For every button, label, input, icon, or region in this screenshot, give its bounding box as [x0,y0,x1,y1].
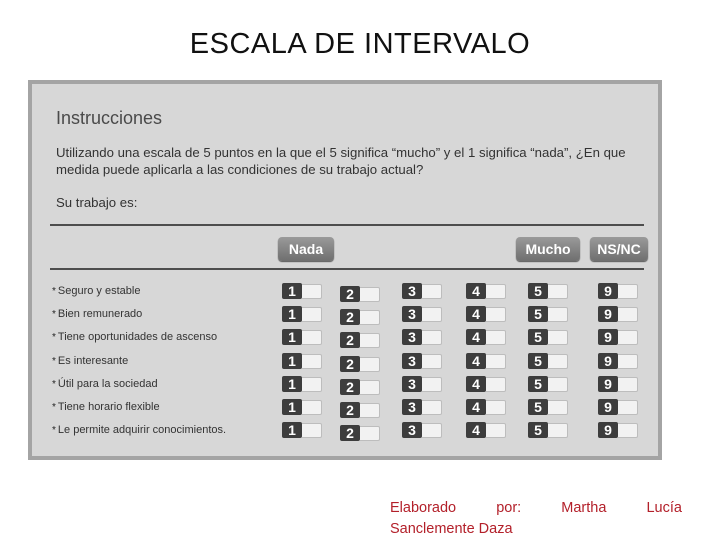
rating-option-2[interactable] [340,332,382,348]
scale-low-label: Nada [278,237,334,261]
rating-option-3[interactable] [402,306,444,322]
credit-word: Martha [561,500,607,516]
option-number: 5 [528,353,548,369]
answer-box[interactable] [302,307,322,322]
option-number: 4 [466,329,486,345]
rating-option-3[interactable] [402,283,444,299]
rating-option-5[interactable] [528,329,570,345]
answer-box[interactable] [422,330,442,345]
answer-box[interactable] [360,403,380,418]
rating-option-4[interactable] [466,306,508,322]
option-number: 1 [282,399,302,415]
answer-box[interactable] [302,330,322,345]
answer-box[interactable] [302,377,322,392]
rating-option-9[interactable] [598,329,640,345]
option-number: 9 [598,329,618,345]
instructions-heading: Instrucciones [56,108,163,128]
rating-option-2[interactable] [340,286,382,302]
rating-option-3[interactable] [402,399,444,415]
item-text: Seguro y estable [57,285,141,297]
option-number: 2 [340,286,360,302]
bullet-icon: * [52,286,56,297]
bullet-icon: * [52,309,56,320]
answer-box[interactable] [302,423,322,438]
item-label [52,331,217,343]
rating-option-1[interactable] [282,422,324,438]
rating-option-2[interactable] [340,309,382,325]
option-number: 4 [466,283,486,299]
answer-box[interactable] [422,377,442,392]
option-number: 4 [466,399,486,415]
credit-word: por: [496,500,522,516]
option-number: 2 [340,425,360,441]
rating-option-5[interactable] [528,306,570,322]
answer-box[interactable] [486,330,506,345]
option-number: 2 [340,332,360,348]
option-number: 5 [528,283,548,299]
slide-title: ESCALA DE INTERVALO [189,28,531,60]
option-number: 5 [528,329,548,345]
rating-option-3[interactable] [402,422,444,438]
option-number: 9 [598,283,618,299]
item-label [52,308,142,320]
answer-box[interactable] [618,330,638,345]
option-number: 3 [402,376,422,392]
answer-box[interactable] [302,284,322,299]
rating-option-4[interactable] [466,376,508,392]
option-number: 2 [340,402,360,418]
option-number: 1 [282,376,302,392]
option-number: 3 [402,399,422,415]
option-number: 3 [402,353,422,369]
instructions-text: Utilizando una escala de 5 puntos en la que el 5 significa “mucho” y el 1 significa “nada”, ¿En que medida puede aplicarla a las condiciones de su trabajo actual? [56,145,626,177]
item-label [52,378,158,390]
bullet-icon: * [52,332,56,343]
answer-box[interactable] [548,400,568,415]
rating-option-5[interactable] [528,353,570,369]
credit-line-2: Sanclemente Daza [390,521,513,537]
credit-word: Elaborado [390,500,457,516]
rating-option-9[interactable] [598,376,640,392]
rating-option-9[interactable] [598,422,640,438]
answer-box[interactable] [548,423,568,438]
bottom-divider [50,268,644,270]
item-label [52,424,226,436]
credit-word: Lucía [646,500,682,516]
rating-option-1[interactable] [282,353,324,369]
item-text: Es interesante [57,355,129,367]
option-number: 4 [466,422,486,438]
item-text: Tiene oportunidades de ascenso [57,331,218,343]
rating-option-5[interactable] [528,399,570,415]
option-number: 9 [598,422,618,438]
option-number: 1 [282,353,302,369]
option-number: 1 [282,283,302,299]
option-number: 2 [340,356,360,372]
rating-option-5[interactable] [528,422,570,438]
answer-box[interactable] [422,284,442,299]
answer-box[interactable] [360,426,380,441]
rating-option-4[interactable] [466,422,508,438]
rating-option-9[interactable] [598,306,640,322]
item-text: Útil para la sociedad [57,378,158,390]
top-divider [50,224,644,226]
answer-box[interactable] [618,400,638,415]
answer-box[interactable] [486,377,506,392]
rating-option-4[interactable] [466,283,508,299]
rating-option-4[interactable] [466,399,508,415]
rating-option-1[interactable] [282,306,324,322]
option-number: 5 [528,422,548,438]
answer-box[interactable] [486,354,506,369]
bullet-icon: * [52,425,56,436]
rating-option-1[interactable] [282,399,324,415]
option-number: 4 [466,306,486,322]
answer-box[interactable] [302,354,322,369]
answer-box[interactable] [360,287,380,302]
answer-box[interactable] [422,307,442,322]
rating-option-4[interactable] [466,353,508,369]
answer-box[interactable] [618,354,638,369]
rating-option-2[interactable] [340,379,382,395]
option-number: 5 [528,306,548,322]
answer-box[interactable] [422,400,442,415]
answer-box[interactable] [548,307,568,322]
answer-box[interactable] [422,354,442,369]
rating-option-2[interactable] [340,356,382,372]
item-text: Tiene horario flexible [57,401,160,413]
rating-option-9[interactable] [598,283,640,299]
answer-box[interactable] [486,284,506,299]
rating-option-3[interactable] [402,329,444,345]
item-label [52,285,140,297]
option-number: 1 [282,329,302,345]
item-label [52,355,128,367]
option-number: 3 [402,283,422,299]
item-text: Le permite adquirir conocimientos. [57,424,227,436]
option-number: 9 [598,376,618,392]
answer-box[interactable] [486,307,506,322]
option-number: 4 [466,376,486,392]
credit-line-1 [390,500,682,516]
scale-high-label: Mucho [516,237,580,261]
item-label [52,401,160,413]
rating-option-3[interactable] [402,376,444,392]
bullet-icon: * [52,402,56,413]
option-number: 9 [598,399,618,415]
option-number: 9 [598,306,618,322]
option-number: 2 [340,309,360,325]
answer-box[interactable] [486,400,506,415]
rating-option-1[interactable] [282,376,324,392]
answer-box[interactable] [486,423,506,438]
scale-nsnc-label: NS/NC [590,237,648,261]
rating-option-3[interactable] [402,353,444,369]
answer-box[interactable] [360,380,380,395]
option-number: 1 [282,422,302,438]
rating-option-1[interactable] [282,283,324,299]
rating-option-5[interactable] [528,283,570,299]
option-number: 9 [598,353,618,369]
rating-option-2[interactable] [340,425,382,441]
option-number: 3 [402,329,422,345]
option-number: 3 [402,422,422,438]
rating-option-2[interactable] [340,402,382,418]
answer-box[interactable] [360,333,380,348]
rating-option-9[interactable] [598,399,640,415]
job-label: Su trabajo es: [56,195,138,210]
questionnaire-panel [28,80,662,460]
answer-box[interactable] [618,423,638,438]
item-text: Bien remunerado [57,308,143,320]
answer-box[interactable] [618,284,638,299]
answer-box[interactable] [360,310,380,325]
bullet-icon: * [52,356,56,367]
answer-box[interactable] [618,377,638,392]
option-number: 3 [402,306,422,322]
option-number: 4 [466,353,486,369]
bullet-icon: * [52,379,56,390]
answer-box[interactable] [302,400,322,415]
option-number: 5 [528,376,548,392]
answer-box[interactable] [618,307,638,322]
answer-box[interactable] [360,357,380,372]
answer-box[interactable] [422,423,442,438]
rating-option-5[interactable] [528,376,570,392]
answer-box[interactable] [548,284,568,299]
rating-option-4[interactable] [466,329,508,345]
rating-option-9[interactable] [598,353,640,369]
option-number: 2 [340,379,360,395]
answer-box[interactable] [548,377,568,392]
answer-box[interactable] [548,330,568,345]
option-number: 5 [528,399,548,415]
option-number: 1 [282,306,302,322]
rating-option-1[interactable] [282,329,324,345]
answer-box[interactable] [548,354,568,369]
